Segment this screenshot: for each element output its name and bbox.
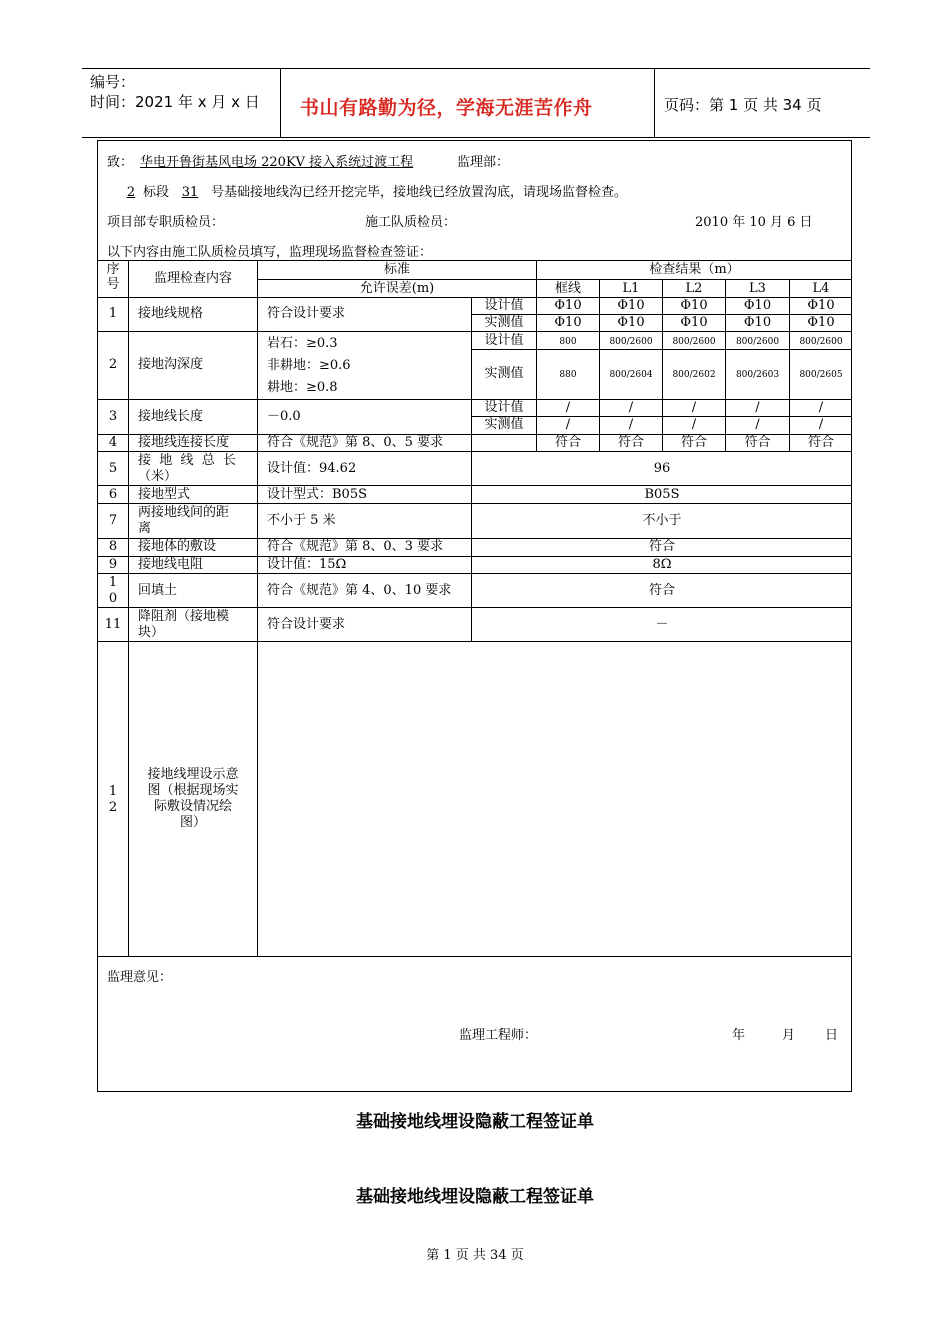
row1-measured-value: Φ10 bbox=[680, 315, 708, 330]
row3-standard: －0.0 bbox=[267, 409, 301, 424]
col-frame: 框线 bbox=[554, 281, 581, 296]
row5-item: 接 地 线 总 长 bbox=[138, 453, 237, 468]
row4-result: 符合 bbox=[807, 435, 834, 450]
table-line bbox=[97, 451, 852, 452]
row1-design-label: 设计值 bbox=[484, 298, 524, 313]
table-line bbox=[97, 260, 852, 261]
row9-standard: 设计值：15Ω bbox=[267, 557, 347, 572]
to-suffix: 监理部： bbox=[457, 155, 510, 170]
row1-measured-value: Φ10 bbox=[617, 315, 645, 330]
row11-no: 11 bbox=[104, 617, 122, 632]
row1-item: 接地线规格 bbox=[138, 306, 204, 321]
row12-no: 1 bbox=[108, 784, 118, 799]
header-divider bbox=[654, 69, 655, 137]
row6-item: 接地型式 bbox=[138, 487, 191, 502]
row10-no: 0 bbox=[108, 591, 118, 606]
row3-design-value: / bbox=[818, 400, 824, 415]
sign-day: 日 bbox=[825, 1028, 839, 1043]
row12-item: 际敷设情况绘 bbox=[153, 799, 232, 814]
col-l1: L1 bbox=[622, 281, 640, 296]
row1-measured-value: Φ10 bbox=[554, 315, 582, 330]
row2-standard: 岩石：≥0.3 bbox=[267, 336, 338, 351]
row1-standard: 符合设计要求 bbox=[267, 306, 346, 321]
row2-measured-value: 880 bbox=[559, 370, 577, 380]
row3-measured-value: / bbox=[818, 417, 824, 432]
row4-result: 符合 bbox=[617, 435, 644, 450]
tower-number: 31 bbox=[181, 185, 199, 200]
header-standard: 标准 bbox=[383, 262, 410, 277]
table-line bbox=[97, 607, 852, 608]
row11-result: － bbox=[655, 617, 669, 632]
row10-standard: 符合《规范》第 4、0、10 要求 bbox=[267, 583, 452, 598]
row1-design-value: Φ10 bbox=[617, 298, 645, 313]
table-line bbox=[97, 331, 852, 332]
row3-measured-label: 实测值 bbox=[484, 417, 524, 432]
row4-result: 符合 bbox=[744, 435, 771, 450]
section-number: 2 bbox=[126, 185, 136, 200]
row4-result: 符合 bbox=[554, 435, 581, 450]
row3-design-label: 设计值 bbox=[484, 400, 524, 415]
to-prefix: 致： bbox=[107, 155, 134, 170]
row2-measured-value: 800/2604 bbox=[609, 370, 653, 380]
header-seq: 序 号 bbox=[106, 262, 120, 292]
row3-no: 3 bbox=[108, 409, 118, 424]
row3-item: 接地线长度 bbox=[138, 409, 204, 424]
row8-result: 符合 bbox=[648, 539, 675, 554]
row2-standard: 非耕地：≥0.6 bbox=[267, 358, 351, 373]
row6-standard: 设计型式：B05S bbox=[267, 487, 368, 502]
row7-item: 两接地线间的距 bbox=[138, 505, 230, 520]
row3-measured-value: / bbox=[628, 417, 634, 432]
row3-measured-value: / bbox=[691, 417, 697, 432]
col-l4: L4 bbox=[812, 281, 830, 296]
row2-measured-value: 800/2603 bbox=[735, 370, 780, 380]
row2-standard: 耕地：≥0.8 bbox=[267, 380, 338, 395]
row9-no: 9 bbox=[108, 557, 118, 572]
row2-measured-value: 800/2605 bbox=[799, 370, 843, 380]
time-label: 时间：2021 年 x 月 x 日 bbox=[90, 93, 260, 111]
row10-result: 符合 bbox=[648, 583, 675, 598]
row2-design-value: 800 bbox=[559, 337, 577, 347]
engineer-label: 监理工程师： bbox=[459, 1028, 538, 1043]
col-l2: L2 bbox=[685, 281, 703, 296]
table-line bbox=[97, 573, 852, 574]
document-title-repeat: 基础接地线埋设隐蔽工程签证单 bbox=[356, 1187, 594, 1207]
row5-result: 96 bbox=[653, 461, 671, 476]
row10-no: 1 bbox=[108, 575, 118, 590]
row5-no: 5 bbox=[108, 461, 118, 476]
row9-result: 8Ω bbox=[652, 557, 672, 572]
row1-design-value: Φ10 bbox=[680, 298, 708, 313]
col-l3: L3 bbox=[749, 281, 766, 296]
body-text: 号基础接地线沟已经开挖完毕，接地线已经放置沟底，请现场监督检查。 bbox=[211, 185, 628, 200]
table-line bbox=[97, 956, 852, 957]
page-info: 页码：第 1 页 共 34 页 bbox=[664, 96, 822, 114]
row3-design-value: / bbox=[565, 400, 571, 415]
row1-design-value: Φ10 bbox=[807, 298, 835, 313]
row7-no: 7 bbox=[108, 513, 118, 528]
table-line bbox=[128, 260, 129, 956]
row4-item: 接地线连接长度 bbox=[138, 435, 230, 450]
header-item: 监理检查内容 bbox=[153, 271, 232, 286]
row7-result: 不小于 bbox=[642, 513, 682, 528]
row9-item: 接地线电阻 bbox=[138, 557, 204, 572]
row2-measured-value: 800/2602 bbox=[672, 370, 716, 380]
sign-month: 月 bbox=[782, 1028, 796, 1043]
row7-standard: 不小于 5 米 bbox=[267, 513, 336, 528]
opinion-label: 监理意见： bbox=[107, 970, 173, 985]
row1-measured-label: 实测值 bbox=[484, 315, 524, 330]
row2-measured-label: 实测值 bbox=[484, 366, 524, 381]
row5-standard: 设计值：94.62 bbox=[267, 461, 357, 476]
row2-design-value: 800/2600 bbox=[735, 337, 780, 347]
header-result: 检查结果（m） bbox=[649, 262, 740, 277]
row10-item: 回填土 bbox=[138, 583, 178, 598]
row7-item: 离 bbox=[138, 521, 152, 536]
row1-design-value: Φ10 bbox=[554, 298, 582, 313]
row1-measured-value: Φ10 bbox=[807, 315, 835, 330]
row2-item: 接地沟深度 bbox=[138, 357, 204, 372]
sketch-area[interactable] bbox=[258, 642, 852, 956]
row4-result: 符合 bbox=[680, 435, 707, 450]
number-label: 编号： bbox=[90, 73, 136, 91]
row8-standard: 符合《规范》第 8、0、3 要求 bbox=[267, 539, 444, 554]
row11-item: 块） bbox=[138, 625, 165, 640]
row3-measured-value: / bbox=[565, 417, 571, 432]
row3-design-value: / bbox=[755, 400, 760, 415]
qc-team-label: 施工队质检员： bbox=[365, 215, 457, 230]
motto: 书山有路勤为径，学海无涯苦作舟 bbox=[300, 97, 593, 119]
row11-item: 降阻剂（接地模 bbox=[138, 609, 230, 624]
row3-design-value: / bbox=[691, 400, 697, 415]
table-line bbox=[257, 279, 852, 280]
row2-design-label: 设计值 bbox=[484, 333, 524, 348]
row2-design-value: 800/2600 bbox=[609, 337, 653, 347]
row2-no: 2 bbox=[108, 357, 118, 372]
row12-item: 接地线埋设示意 bbox=[147, 767, 239, 782]
row12-item: 图） bbox=[179, 815, 206, 830]
row5-item: （米） bbox=[138, 469, 178, 484]
row8-no: 8 bbox=[108, 539, 118, 554]
section-label: 标段 bbox=[143, 185, 170, 200]
row11-standard: 符合设计要求 bbox=[267, 617, 346, 632]
row1-design-value: Φ10 bbox=[743, 298, 772, 313]
qc-project-label: 项目部专职质检员： bbox=[107, 215, 225, 230]
form-date: 2010 年 10 月 6 日 bbox=[695, 215, 813, 230]
header-divider bbox=[280, 69, 281, 137]
sign-year: 年 bbox=[732, 1028, 746, 1043]
row1-measured-value: Φ10 bbox=[743, 315, 772, 330]
row1-no: 1 bbox=[108, 306, 118, 321]
note-text: 以下内容由施工队质检员填写，监理现场监督检查签证： bbox=[107, 245, 433, 260]
row8-item: 接地体的敷设 bbox=[138, 539, 217, 554]
row6-no: 6 bbox=[108, 487, 118, 502]
row4-no: 4 bbox=[108, 435, 118, 450]
page-footer: 第 1 页 共 34 页 bbox=[426, 1248, 524, 1263]
row2-design-value: 800/2600 bbox=[799, 337, 843, 347]
table-line bbox=[97, 503, 852, 504]
row4-standard: 符合《规范》第 8、0、5 要求 bbox=[267, 435, 444, 450]
document-title: 基础接地线埋设隐蔽工程签证单 bbox=[356, 1112, 594, 1132]
row12-no: 2 bbox=[108, 800, 118, 815]
header-tolerance: 允许误差(m) bbox=[359, 281, 435, 296]
row3-design-value: / bbox=[628, 400, 634, 415]
row6-result: B05S bbox=[644, 487, 680, 502]
row3-measured-value: / bbox=[755, 417, 760, 432]
row2-design-value: 800/2600 bbox=[672, 337, 716, 347]
to-project: 华电开鲁街基风电场 220KV 接入系统过渡工程 bbox=[140, 155, 414, 170]
row12-item: 图（根据现场实 bbox=[147, 783, 239, 798]
table-line bbox=[97, 485, 852, 486]
